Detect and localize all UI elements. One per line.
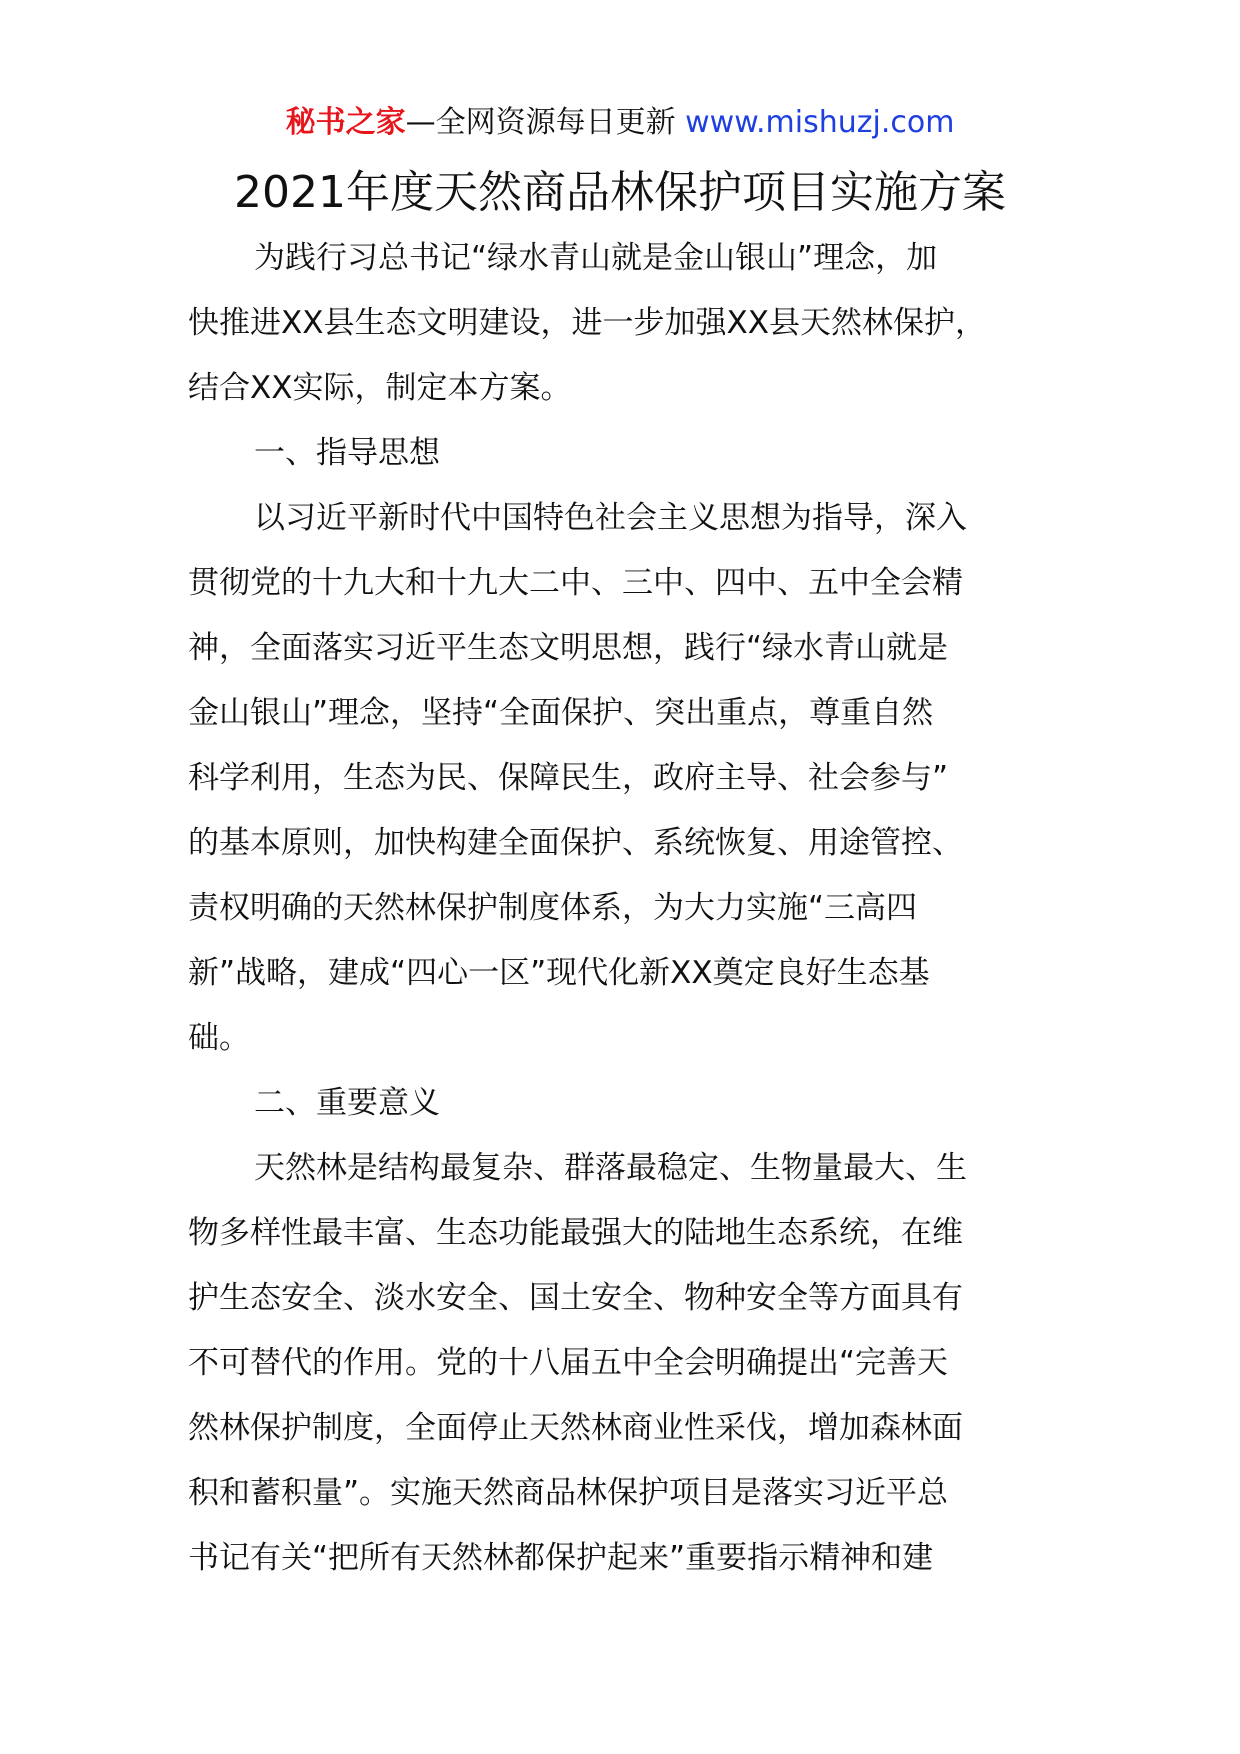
site-header [0,98,1240,148]
body-line: 快推进XX县生态文明建设，进一步加强XX县天然林保护， [188,305,986,341]
body-line: 书记有关“把所有天然林都保护起来”重要指示精神和建 [188,1540,934,1576]
document-body [188,226,1088,1591]
section-heading: 二、重要意义 [254,1085,440,1121]
body-line: 贯彻党的十九大和十九大二中、三中、四中、五中全会精 [188,565,963,601]
body-line: 新”战略，建成“四心一区”现代化新XX奠定良好生态基 [188,955,930,991]
body-line: 为践行习总书记“绿水青山就是金山银山”理念，加 [254,240,938,276]
body-line: 础。 [188,1020,250,1056]
body-line: 责权明确的天然林保护制度体系，为大力实施“三高四 [188,890,918,926]
body-line: 以习近平新时代中国特色社会主义思想为指导，深入 [254,500,967,536]
header-slogan: —全网资源每日更新 [405,105,676,140]
body-line: 不可替代的作用。党的十八届五中全会明确提出“完善天 [188,1345,949,1381]
body-line: 的基本原则，加快构建全面保护、系统恢复、用途管控、 [188,825,963,861]
body-line: 神，全面落实习近平生态文明思想，践行“绿水青山就是 [188,630,949,666]
site-url[interactable]: www.mishuzj.com [685,105,955,140]
body-line: 护生态安全、淡水安全、国土安全、物种安全等方面具有 [188,1280,963,1316]
body-line: 天然林是结构最复杂、群落最稳定、生物量最大、生 [254,1150,967,1186]
body-line: 金山银山”理念，坚持“全面保护、突出重点，尊重自然 [188,695,934,731]
body-line: 积和蓄积量”。实施天然商品林保护项目是落实习近平总 [188,1475,949,1511]
document-title: 2021年度天然商品林保护项目实施方案 [234,167,1006,218]
body-line: 然林保护制度，全面停止天然林商业性采伐，增加森林面 [188,1410,963,1446]
body-line: 物多样性最丰富、生态功能最强大的陆地生态系统，在维 [188,1215,963,1251]
brand-name: 秘书之家 [285,105,406,140]
body-line: 科学利用，生态为民、保障民生，政府主导、社会参与” [188,760,949,796]
body-line: 结合XX实际，制定本方案。 [188,370,572,406]
section-heading: 一、指导思想 [254,435,440,471]
